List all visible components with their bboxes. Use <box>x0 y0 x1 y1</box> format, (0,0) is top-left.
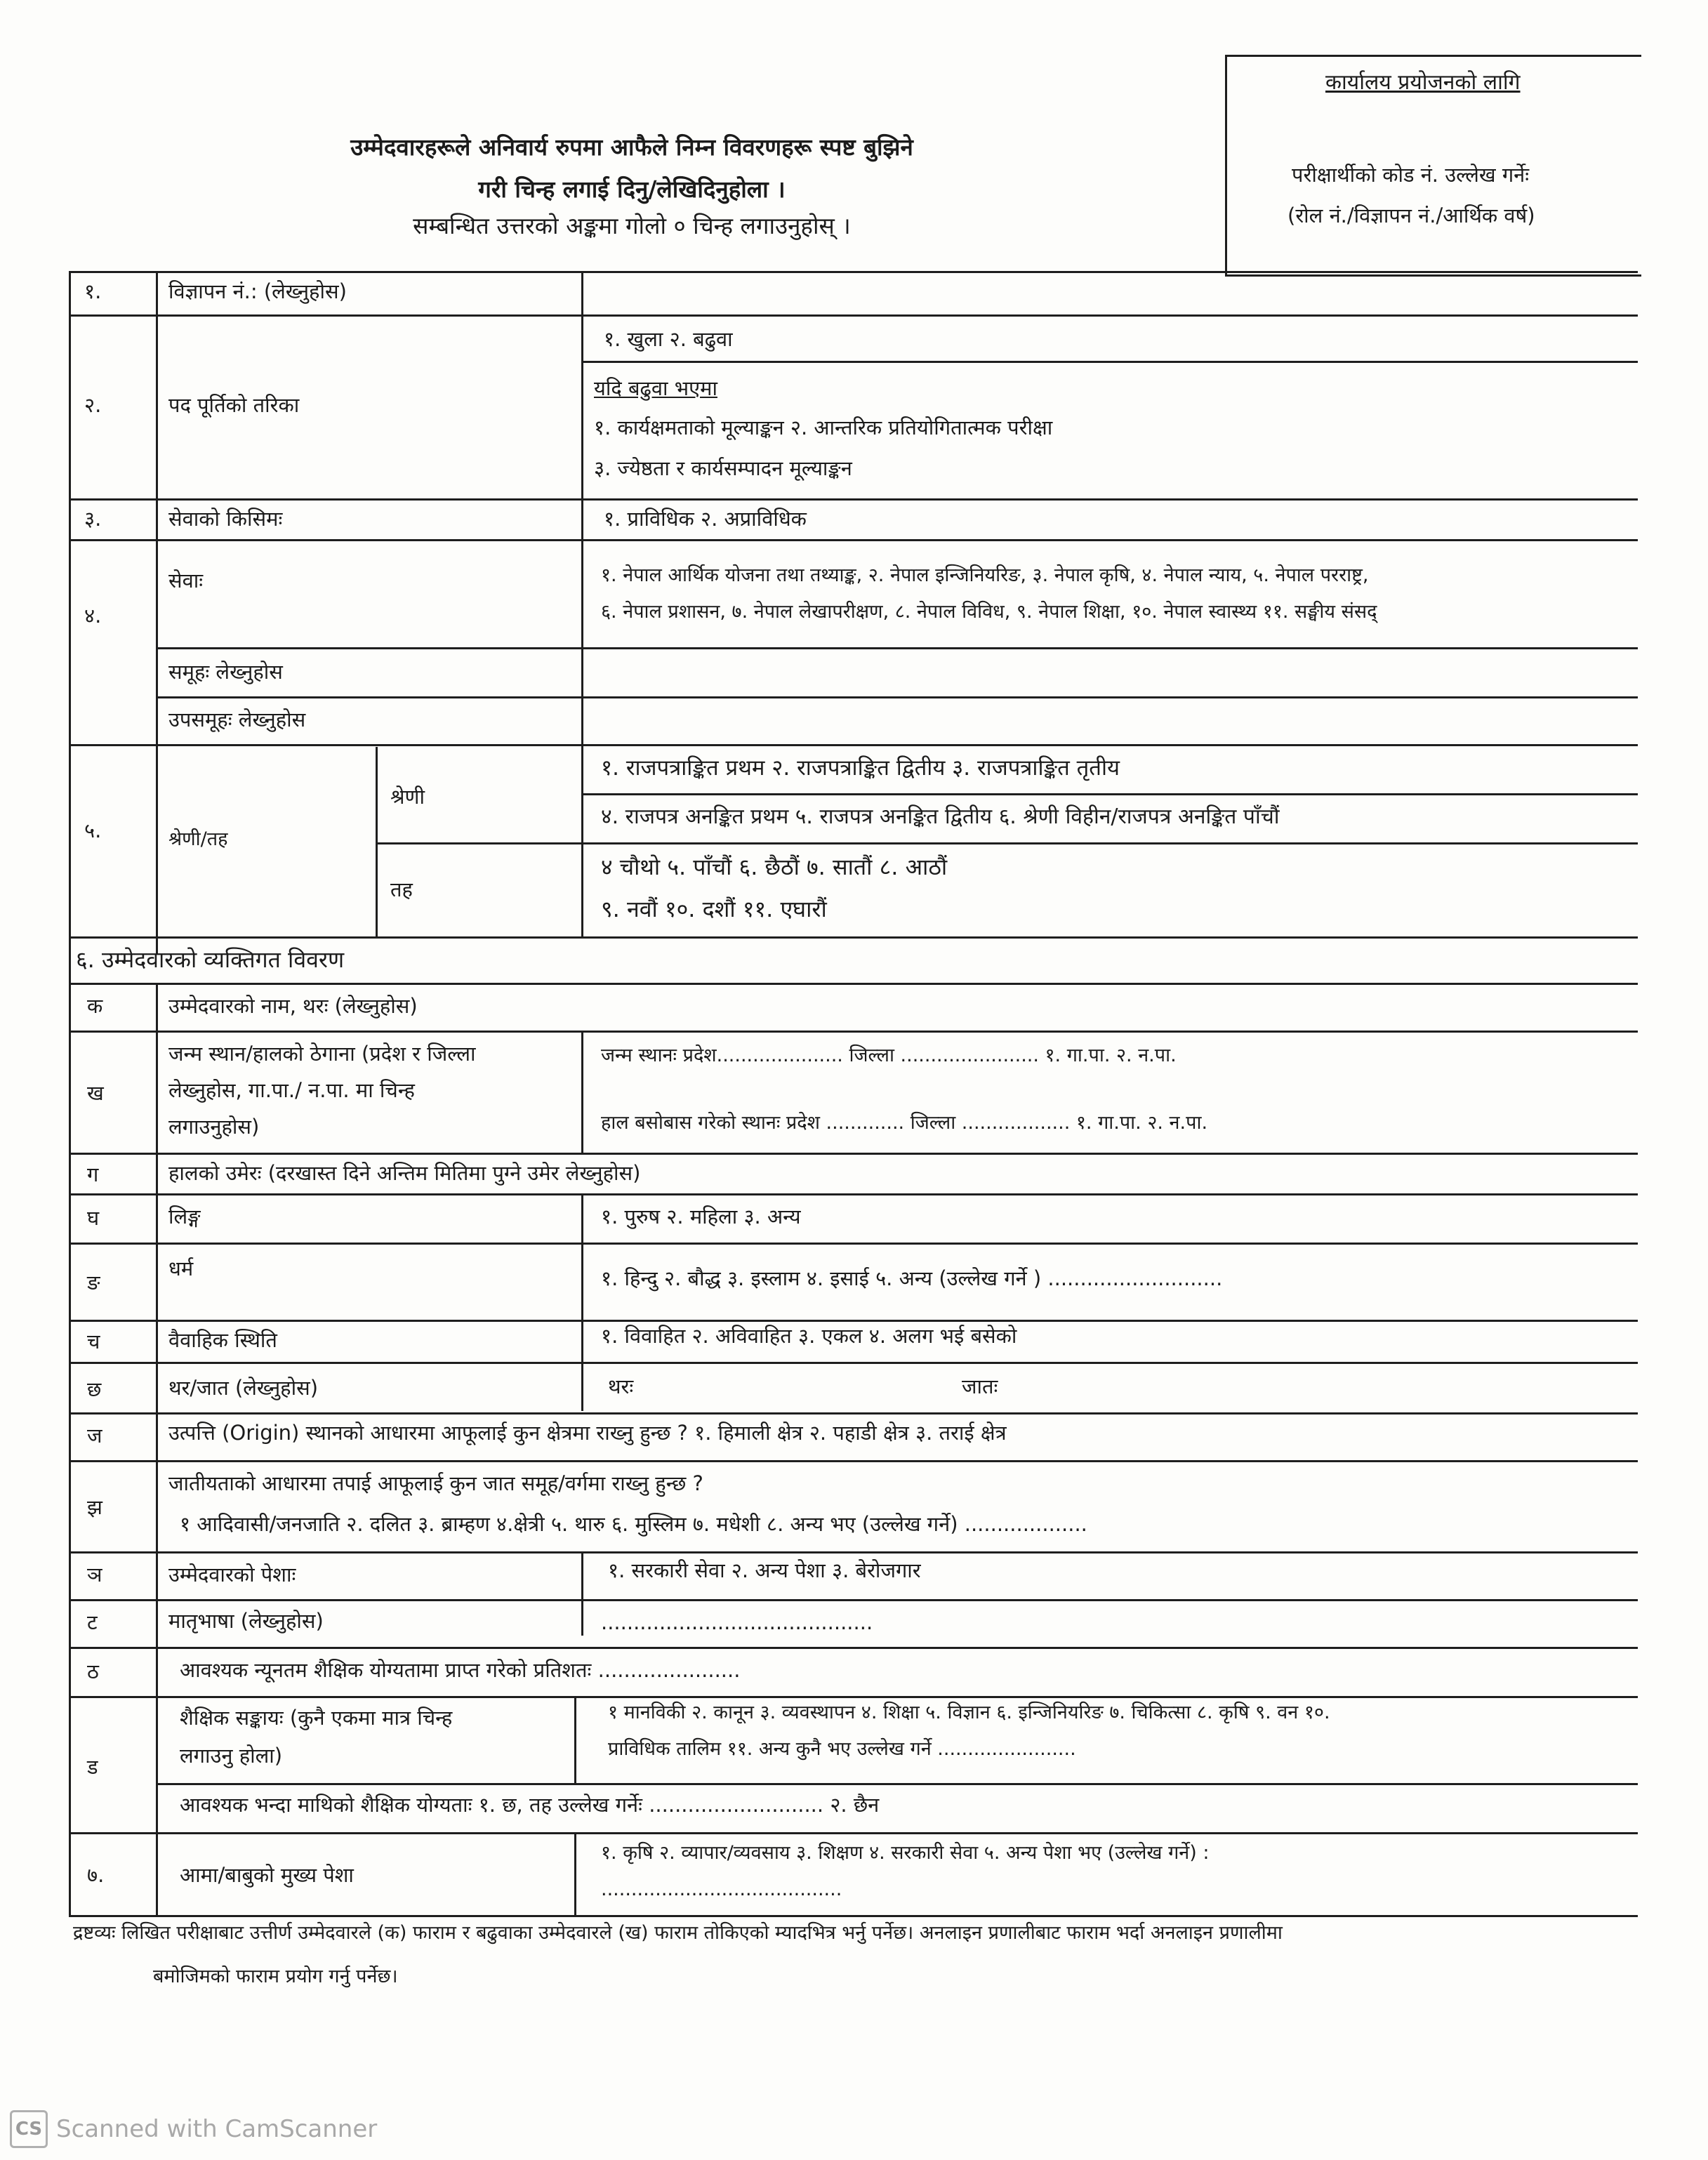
row-7-number: ७. <box>87 1863 105 1887</box>
row-da-letter: ड <box>87 1755 98 1779</box>
caste-field[interactable]: जातः <box>962 1374 998 1398</box>
promotion-options-2[interactable]: ३. ज्येष्ठता र कार्यसम्पादन मूल्याङ्कन <box>594 456 852 480</box>
row-tha-letter: ठ <box>87 1659 99 1683</box>
promotion-subheading: यदि बढुवा भएमा <box>594 376 717 400</box>
roll-number-note: (रोल नं./विज्ञापन नं./आर्थिक वर्ष) <box>1287 204 1535 227</box>
candidate-name-label: उम्मेदवारको नाम, थरः (लेख्नुहोस) <box>168 994 418 1018</box>
personal-details-heading: ६. उम्मेदवारको व्यक्तिगत विवरण <box>76 946 345 973</box>
surname-field[interactable]: थरः <box>608 1374 634 1398</box>
mother-tongue-field[interactable]: .......................................... <box>601 1610 873 1634</box>
faculty-options-1[interactable]: १ मानविकी २. कानून ३. व्यवस्थापन ४. शिक्षा ५. विज्ञान ६. इन्जिनियरिङ ७. चिकित्सा ८. कृषि ९. वन १०. <box>608 1702 1330 1723</box>
marital-status-label: वैवाहिक स्थिति <box>168 1328 277 1352</box>
row-nya-letter: ञ <box>87 1563 102 1586</box>
row-kha-letter: ख <box>87 1081 104 1105</box>
row-gha-letter: घ <box>87 1206 100 1230</box>
service-type-options[interactable]: १. प्राविधिक २. अप्राविधिक <box>604 507 807 531</box>
parent-occupation-other-field[interactable]: ........................................ <box>601 1879 842 1900</box>
level-label: तह <box>390 877 413 901</box>
marital-status-options[interactable]: १. विवाहित २. अविवाहित ३. एकल ४. अलग भई बसेको <box>601 1324 1017 1348</box>
subgroup-label: उपसमूहः लेख्नुहोस <box>168 708 306 731</box>
address-label-3: लगाउनुहोस) <box>168 1115 260 1139</box>
note-line-1: द्रष्टव्यः लिखित परीक्षाबाट उत्तीर्ण उम्मेदवारले (क) फाराम र बढुवाका उम्मेदवारले (ख) फाराम तोकिएको म्यादभित्र भर्नु पर्नेछ। अनलाइन प्रणालीबाट फाराम भर्दा अनलाइन प्रणालीमा <box>73 1922 1283 1944</box>
class-level-label: श्रेणी/तह <box>168 828 228 850</box>
class-label: श्रेणी <box>390 785 425 809</box>
ethnicity-options[interactable]: १ आदिवासी/जनजाति २. दलित ३. ब्राम्हण ४.क्षेत्री ५. थारु ६. मुस्लिम ७. मधेशी ८. अन्य भए (उल्लेख गर्ने) ................... <box>180 1512 1087 1536</box>
row-ja-letter: ज <box>87 1424 102 1447</box>
mother-tongue-label: मातृभाषा (लेख्नुहोस) <box>168 1609 324 1633</box>
faculty-label-1: शैक्षिक सङ्कायः (कुनै एकमा मात्र चिन्ह <box>180 1706 453 1730</box>
camscanner-text: Scanned with CamScanner <box>56 2115 378 2143</box>
address-label-2: लेख्नुहोस, गा.पा./ न.पा. मा चिन्ह <box>168 1078 415 1102</box>
address-label-1: जन्म स्थान/हालको ठेगाना (प्रदेश र जिल्ला <box>168 1042 476 1066</box>
row-4-number: ४. <box>84 604 102 628</box>
candidate-code-label: परीक्षार्थीको कोड नं. उल्लेख गर्नेः <box>1292 163 1530 187</box>
note-line-2: बमोजिमको फाराम प्रयोग गर्नु पर्नेछ। <box>153 1966 398 1987</box>
service-options-1[interactable]: १. नेपाल आर्थिक योजना तथा तथ्याङ्क, २. नेपाल इन्जिनियरिङ, ३. नेपाल कृषि, ४. नेपाल न्याय, ५. नेपाल परराष्ट्र, <box>601 564 1369 586</box>
row-ka-letter: क <box>87 994 103 1018</box>
gender-label: लिङ्ग <box>168 1205 201 1228</box>
minimum-qualification-percent[interactable]: आवश्यक न्यूनतम शैक्षिक योग्यतामा प्राप्त गरेको प्रतिशतः ...................... <box>180 1658 741 1682</box>
row-1-number: १. <box>84 279 102 303</box>
birthplace-field[interactable]: जन्म स्थानः प्रदेश..................... जिल्ला ....................... १. गा.पा. २. न.पा. <box>601 1045 1177 1066</box>
current-address-field[interactable]: हाल बसोबास गरेको स्थानः प्रदेश ............. जिल्ला .................. १. गा.पा. २. न.पा. <box>601 1112 1208 1134</box>
faculty-label-2: लगाउनु होला) <box>180 1744 283 1768</box>
row-3-number: ३. <box>84 507 102 531</box>
higher-qualification-field[interactable]: आवश्यक भन्दा माथिको शैक्षिक योग्यताः १. छ, तह उल्लेख गर्नेः ........................... २. छैन <box>180 1793 880 1817</box>
row-chha-letter: छ <box>87 1377 102 1401</box>
class-options-1[interactable]: १. राजपत्राङ्कित प्रथम २. राजपत्राङ्कित द्वितीय ३. राजपत्राङ्कित तृतीय <box>601 755 1120 781</box>
surname-caste-label: थर/जात (लेख्नुहोस) <box>168 1376 319 1400</box>
recruitment-method-label: पद पूर्तिको तरिका <box>168 393 300 417</box>
service-type-label: सेवाको किसिमः <box>168 507 283 531</box>
group-label: समूहः लेख्नुहोस <box>168 660 283 684</box>
service-label: सेवाः <box>168 569 204 592</box>
camscanner-watermark <box>10 2110 377 2148</box>
parent-occupation-options[interactable]: १. कृषि २. व्यापार/व्यवसाय ३. शिक्षण ४. सरकारी सेवा ५. अन्य पेशा भए (उल्लेख गर्ने) : <box>601 1842 1210 1864</box>
level-options-1[interactable]: ४ चौथो ५. पाँचौं ६. छैठौं ७. सातौं ८. आठौं <box>601 854 948 880</box>
recruitment-method-options[interactable]: १. खुला २. बढुवा <box>604 327 733 351</box>
gender-options[interactable]: १. पुरुष २. महिला ३. अन्य <box>601 1205 801 1228</box>
origin-region-question[interactable]: उत्पत्ति (Origin) स्थानको आधारमा आफूलाई कुन क्षेत्रमा राख्नु हुन्छ ? १. हिमाली क्षेत्र २. पहाडी क्षेत्र ३. तराई क्षेत्र <box>168 1421 1007 1445</box>
camscanner-logo: CS <box>10 2110 48 2148</box>
religion-label: धर्म <box>168 1257 194 1280</box>
service-options-2[interactable]: ६. नेपाल प्रशासन, ७. नेपाल लेखापरीक्षण, ८. नेपाल विविध, ९. नेपाल शिक्षा, १०. नेपाल स्वास्थ्य ११. सङ्घीय संसद् <box>601 601 1377 623</box>
office-use-title: कार्यालय प्रयोजनको लागि <box>1325 70 1521 95</box>
instruction-line-2: गरी चिन्ह लगाई दिनु/लेखिदिनुहोला । <box>478 175 786 203</box>
row-nga-letter: ङ <box>87 1271 100 1294</box>
level-options-2[interactable]: ९. नवौं १०. दशौं ११. एघारौं <box>601 896 827 922</box>
row-5-number: ५. <box>84 819 102 842</box>
advertisement-number-label: विज्ञापन नं.: (लेख्नुहोस) <box>168 279 347 303</box>
row-ta-letter: ट <box>87 1610 98 1634</box>
row-ga-letter: ग <box>87 1162 99 1186</box>
row-jha-letter: झ <box>87 1495 102 1519</box>
instruction-line-3: सम्बन्धित उत्तरको अङ्कमा गोलो ० चिन्ह लगाउनुहोस् । <box>413 212 851 239</box>
instruction-line-1: उम्मेदवारहरूले अनिवार्य रुपमा आफैले निम्न विवरणहरू स्पष्ट बुझिने <box>350 133 913 161</box>
occupation-label: उम्मेदवारको पेशाः <box>168 1563 296 1586</box>
class-options-2[interactable]: ४. राजपत्र अनङ्कित प्रथम ५. राजपत्र अनङ्कित द्वितीय ६. श्रेणी विहीन/राजपत्र अनङ्कित पाँचौं <box>601 804 1280 829</box>
faculty-options-2[interactable]: प्राविधिक तालिम ११. अन्य कुनै भए उल्लेख गर्ने ....................... <box>608 1738 1076 1760</box>
religion-options[interactable]: १. हिन्दु २. बौद्ध ३. इस्लाम ४. इसाई ५. अन्य (उल्लेख गर्ने ) ........................... <box>601 1266 1223 1290</box>
promotion-options-1[interactable]: १. कार्यक्षमताको मूल्याङ्कन २. आन्तरिक प्रतियोगितात्मक परीक्षा <box>594 416 1053 439</box>
ethnicity-question: जातीयताको आधारमा तपाई आफूलाई कुन जात समूह/वर्गमा राख्नु हुन्छ ? <box>168 1471 703 1495</box>
current-age-label: हालको उमेरः (दरखास्त दिने अन्तिम मितिमा पुग्ने उमेर लेख्नुहोस) <box>168 1161 641 1185</box>
occupation-options[interactable]: १. सरकारी सेवा २. अन्य पेशा ३. बेरोजगार <box>608 1558 921 1582</box>
row-cha-letter: च <box>87 1330 100 1353</box>
parent-occupation-label: आमा/बाबुको मुख्य पेशा <box>180 1863 354 1887</box>
row-2-number: २. <box>84 393 102 417</box>
